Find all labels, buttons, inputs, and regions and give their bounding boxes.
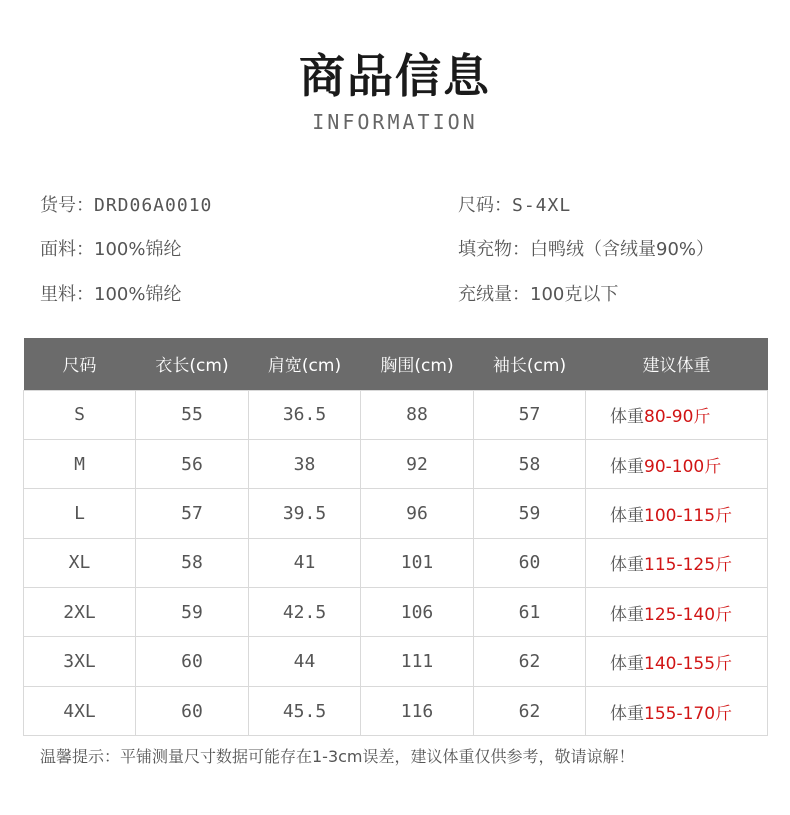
weight-prefix: 体重 — [610, 456, 644, 477]
cell-length: 60 — [136, 686, 249, 735]
table-row — [24, 439, 768, 488]
cell-chest: 101 — [361, 538, 474, 587]
cell-chest: 106 — [361, 588, 474, 637]
weight-prefix: 体重 — [610, 505, 644, 526]
info-label: 面料： — [40, 239, 94, 260]
table-row — [24, 686, 768, 735]
disclaimer-note: 温馨提示：平铺测量尺寸数据可能存在1-3cm误差，建议体重仅供参考，敬请谅解！ — [40, 747, 635, 766]
header-chest: 胸围(cm) — [361, 338, 474, 390]
cell-size: 3XL — [24, 637, 136, 686]
cell-length: 59 — [136, 588, 249, 637]
page-title: 商品信息 — [299, 49, 491, 103]
info-label: 里料： — [40, 284, 94, 305]
header-shoulder: 肩宽(cm) — [249, 338, 361, 390]
cell-shoulder: 36.5 — [249, 390, 361, 439]
info-filling — [458, 238, 714, 262]
header-length: 衣长(cm) — [136, 338, 249, 390]
cell-weight — [586, 439, 768, 488]
cell-sleeve: 62 — [474, 686, 586, 735]
cell-shoulder: 45.5 — [249, 686, 361, 735]
cell-length: 57 — [136, 489, 249, 538]
cell-shoulder: 42.5 — [249, 588, 361, 637]
cell-length: 56 — [136, 439, 249, 488]
table-row — [24, 489, 768, 538]
info-value: 白鸭绒（含绒量90%） — [530, 239, 715, 260]
cell-size: XL — [24, 538, 136, 587]
cell-size: 4XL — [24, 686, 136, 735]
cell-chest: 96 — [361, 489, 474, 538]
cell-shoulder: 39.5 — [249, 489, 361, 538]
cell-weight — [586, 489, 768, 538]
cell-weight — [586, 538, 768, 587]
weight-prefix: 体重 — [610, 703, 644, 724]
cell-size: 2XL — [24, 588, 136, 637]
weight-prefix: 体重 — [610, 555, 644, 576]
info-value: 100克以下 — [530, 284, 619, 305]
info-lining — [40, 283, 181, 307]
cell-shoulder: 44 — [249, 637, 361, 686]
info-value: 100%锦纶 — [94, 239, 182, 260]
table-row — [24, 588, 768, 637]
cell-size: L — [24, 489, 136, 538]
cell-weight — [586, 588, 768, 637]
cell-sleeve: 62 — [474, 637, 586, 686]
table-row — [24, 390, 768, 439]
cell-length: 58 — [136, 538, 249, 587]
header-size: 尺码 — [24, 338, 136, 390]
cell-sleeve: 57 — [474, 390, 586, 439]
weight-range: 155-170斤 — [644, 703, 733, 724]
cell-shoulder: 41 — [249, 538, 361, 587]
weight-range: 140-155斤 — [644, 654, 733, 675]
cell-weight — [586, 686, 768, 735]
weight-range: 100-115斤 — [644, 505, 733, 526]
info-fill-weight — [458, 283, 618, 307]
cell-sleeve: 61 — [474, 588, 586, 637]
info-item-no — [40, 194, 212, 218]
cell-sleeve: 59 — [474, 489, 586, 538]
page-subtitle: INFORMATION — [312, 110, 478, 134]
table-row — [24, 538, 768, 587]
info-label: 充绒量： — [458, 284, 530, 305]
info-fabric — [40, 238, 181, 262]
weight-prefix: 体重 — [610, 604, 644, 625]
cell-sleeve: 58 — [474, 439, 586, 488]
weight-range: 80-90斤 — [644, 407, 711, 428]
weight-prefix: 体重 — [610, 407, 644, 428]
cell-sleeve: 60 — [474, 538, 586, 587]
cell-length: 55 — [136, 390, 249, 439]
cell-size: M — [24, 439, 136, 488]
table-row — [24, 637, 768, 686]
info-label: 填充物： — [458, 239, 530, 260]
cell-weight — [586, 390, 768, 439]
info-value: S-4XL — [512, 195, 572, 216]
header-sleeve: 袖长(cm) — [474, 338, 586, 390]
cell-chest: 111 — [361, 637, 474, 686]
cell-chest: 92 — [361, 439, 474, 488]
cell-chest: 88 — [361, 390, 474, 439]
table-header-row — [24, 338, 768, 390]
size-chart-table — [23, 338, 768, 736]
cell-chest: 116 — [361, 686, 474, 735]
weight-prefix: 体重 — [610, 654, 644, 675]
cell-shoulder: 38 — [249, 439, 361, 488]
info-value: DRD06A0010 — [94, 195, 213, 216]
info-label: 尺码： — [458, 195, 512, 216]
weight-range: 125-140斤 — [644, 604, 733, 625]
cell-size: S — [24, 390, 136, 439]
weight-range: 115-125斤 — [644, 555, 733, 576]
info-value: 100%锦纶 — [94, 284, 182, 305]
info-label: 货号： — [40, 195, 94, 216]
header-weight: 建议体重 — [586, 338, 768, 390]
info-size-range — [458, 194, 571, 218]
cell-weight — [586, 637, 768, 686]
weight-range: 90-100斤 — [644, 456, 722, 477]
cell-length: 60 — [136, 637, 249, 686]
